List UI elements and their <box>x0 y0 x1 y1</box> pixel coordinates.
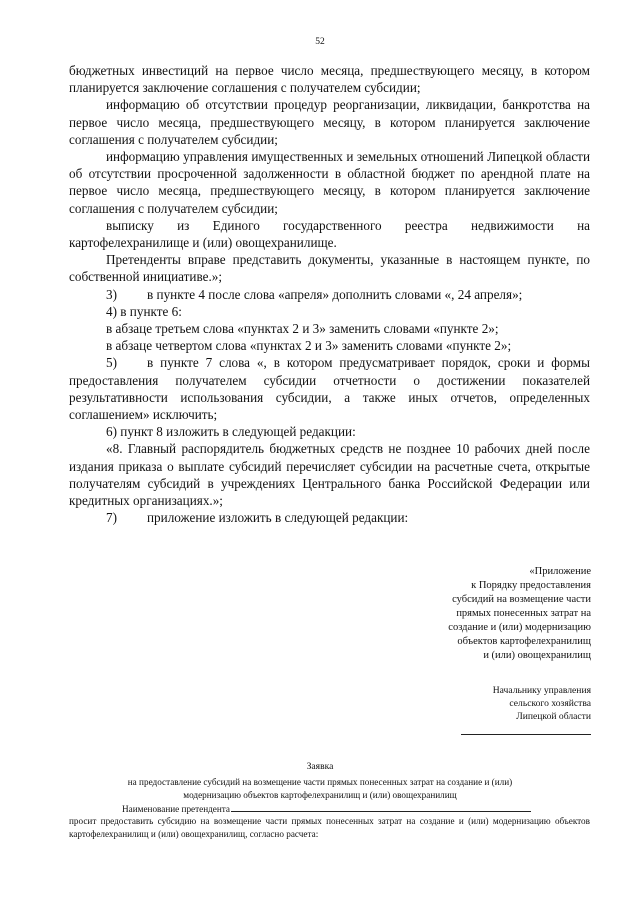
paragraph: информацию управления имущественных и земельных отношений Липецкой области об отсутствии просроченной задолженности в областной бюджет по арендной плате на первое число месяца, предшествующего месяцу, в котором планируется заключение соглашения с получателем субсидии; <box>69 149 590 216</box>
appendix-header <box>341 565 591 663</box>
appendix-line: к Порядку предоставления <box>471 580 591 591</box>
addressee-line: сельского хозяйства <box>509 698 591 710</box>
appendix-line: прямых понесенных затрат на <box>456 608 591 619</box>
subtitle-line: модернизацию объектов картофелехранилищ и (или) овощехранилищ <box>183 790 457 800</box>
item-number: 5) <box>106 355 117 371</box>
appendix-line: и (или) овощехранилищ <box>483 650 591 661</box>
signature-blank-line <box>461 734 591 735</box>
quoted-paragraph: «8. Главный распорядитель бюджетных средств не позднее 10 рабочих дней после издания приказа о выплате субсидий перечисляет субсидии на расчетные счета, открытые получателям субсидий в учреждениях Центрального банка Российской Федерации или кредитных организациях.»; <box>69 441 590 509</box>
application-subtitle <box>100 776 540 802</box>
paragraph: информацию об отсутствии процедур реорганизации, ликвидации, банкротства на первое число месяца, предшествующего месяцу, в котором планируется заключение соглашения с получателем субсидии; <box>69 97 590 147</box>
appendix-line: субсидий на возмещение части <box>452 594 591 605</box>
subtitle-line: на предоставление субсидий на возмещение части прямых понесенных затрат на создание и (или) <box>127 777 513 787</box>
paragraph: Претенденты вправе представить документы, указанные в настоящем пункте, по собственной инициативе.»; <box>69 252 590 285</box>
addressee-line: Начальнику управления <box>492 685 591 696</box>
paragraph: в абзаце четвертом слова «пунктах 2 и 3» заменить словами «пункте 2»; <box>106 338 512 354</box>
item-text: в пункте 4 после слова «апреля» дополнить словами «, 24 апреля»; <box>147 286 523 302</box>
list-item <box>69 354 590 423</box>
appendix-line: создание и (или) модернизацию <box>448 622 591 633</box>
list-item <box>69 286 590 303</box>
applicant-label: Наименование претендента <box>122 804 231 814</box>
addressee <box>341 684 591 724</box>
item-text: в пункте 7 слова «, в котором предусматривает порядок, сроки и формы предоставления получателем субсидии отчетности о достижении показателей результативности использования субсидии, а также иных отчетов, определенных соглашением» исключить; <box>69 355 590 423</box>
item-number: 7) <box>106 510 117 526</box>
application-title: Заявка <box>306 761 334 772</box>
appendix-line: «Приложение <box>529 566 591 577</box>
list-item: 4) в пункте 6: <box>106 303 182 319</box>
applicant-field <box>122 802 531 814</box>
request-text: просит предоставить субсидию на возмещение части прямых понесенных затрат на создание и (или) модернизацию объектов картофелехранилищ и (или) овощехранилищ, согласно расчета: <box>69 816 590 839</box>
applicant-blank-line <box>231 802 531 812</box>
item-text: приложение изложить в следующей редакции: <box>147 510 409 526</box>
page-number: 52 <box>315 37 325 47</box>
paragraph: выписку из Единого государственного реестра недвижимости на картофелехранилище и (или) овощехранилище. <box>69 217 590 251</box>
paragraph: в абзаце третьем слова «пунктах 2 и 3» заменить словами «пункте 2»; <box>106 321 499 337</box>
paragraph: бюджетных инвестиций на первое число месяца, предшествующего месяцу, в котором планируется заключение соглашения с получателем субсидии; <box>69 63 590 96</box>
list-item: 6) пункт 8 изложить в следующей редакции: <box>106 424 356 440</box>
list-item <box>69 509 590 526</box>
appendix-line: объектов картофелехранилищ <box>457 636 591 647</box>
item-number: 3) <box>106 286 117 302</box>
addressee-line: Липецкой области <box>516 711 591 723</box>
document-body <box>69 62 590 526</box>
